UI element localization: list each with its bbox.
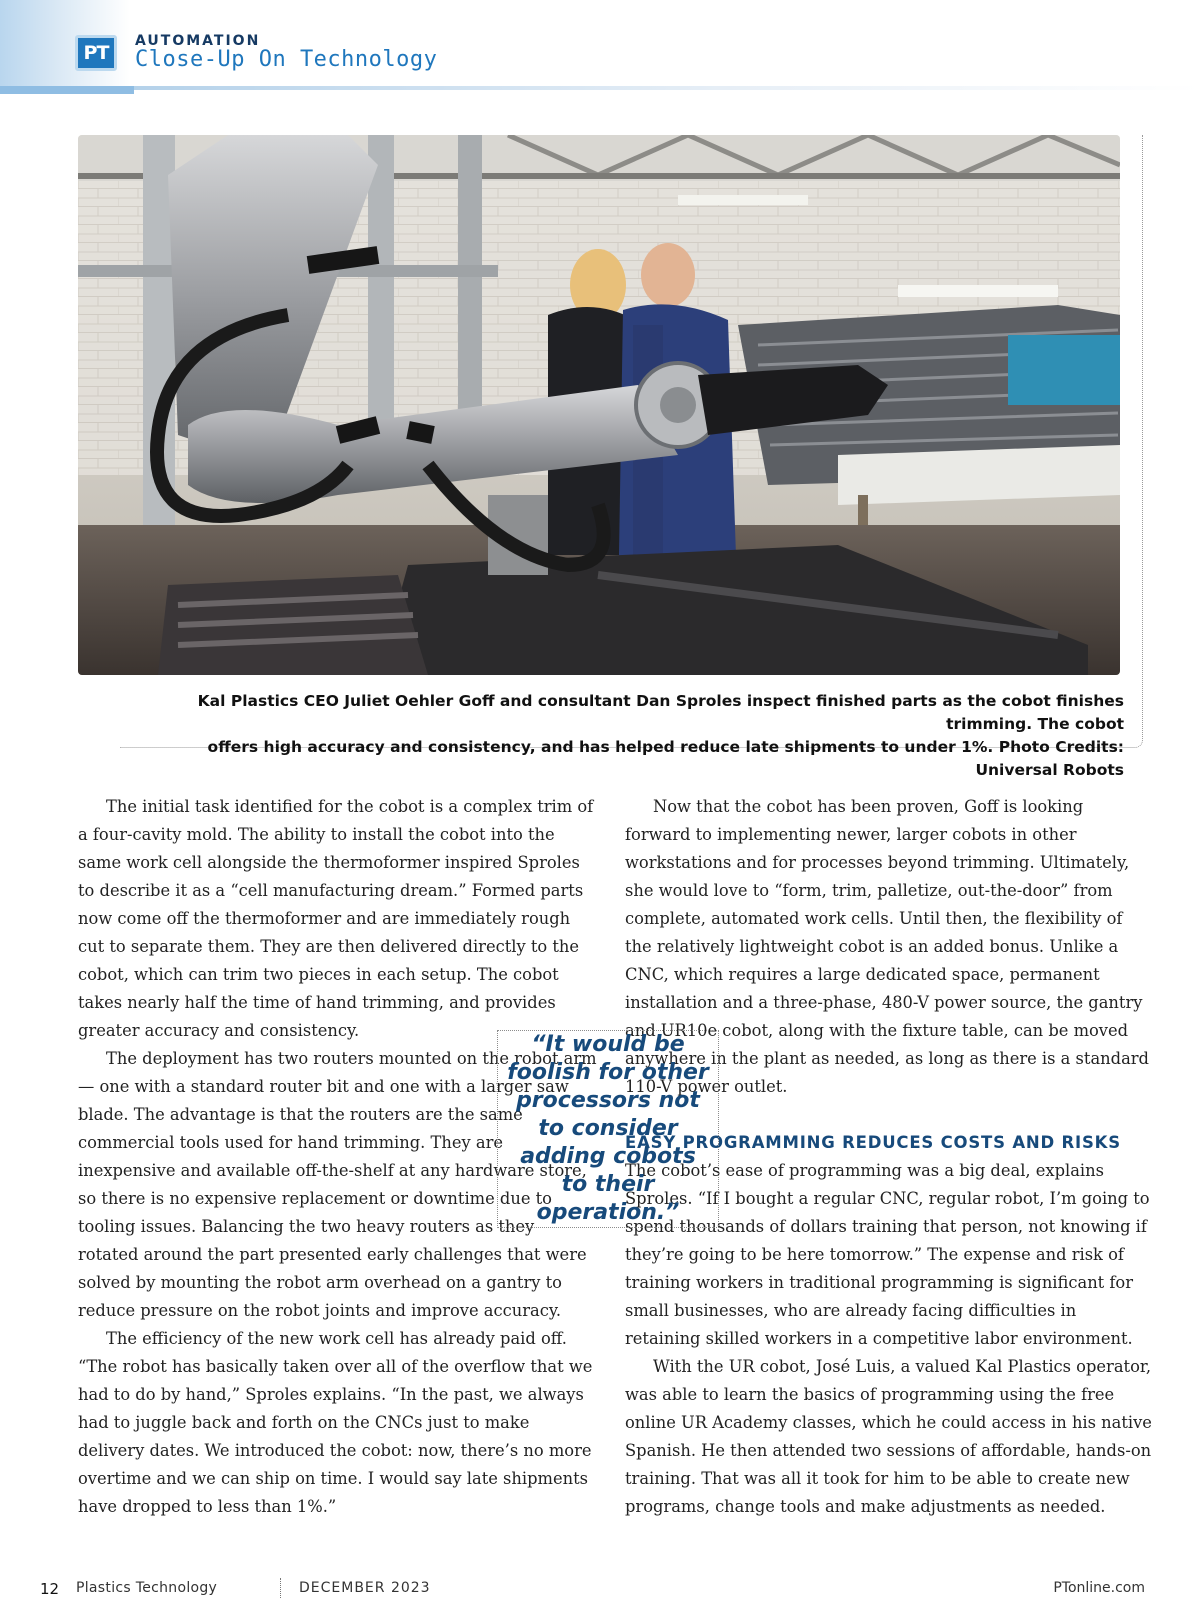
photo-caption: [120, 690, 1124, 782]
paragraph: The cobot’s ease of programming was a big deal, explains Sproles. “If I bought a regular CNC, regular robot, I’m going to spend thousands of dollars training that person, not knowing if they’re going to be here tomorrow.” The expense and risk of training workers in traditional programming is significant for small businesses, who are already facing difficulties in retaining skilled workers in a competitive labor environment.: [625, 1161, 1150, 1348]
subhead: EASY PROGRAMMING REDUCES COSTS AND RISKS: [625, 1133, 1121, 1152]
issue-date: DECEMBER 2023: [299, 1580, 431, 1596]
website-link[interactable]: PTonline.com: [1053, 1580, 1145, 1596]
page-number: 12: [40, 1580, 60, 1598]
page-footer: [40, 1580, 1145, 1602]
paragraph: Now that the cobot has been proven, Goff is looking forward to implementing newer, larger cobots in other workstations and for processes beyond trimming. Ultimately, she would love to “form, trim, palletize, out-the-door” from complete, automated work cells. Until then, the flexibility of the relatively lightweight cobot is an added bonus. Unlike a CNC, which requires a large dedicated space, permanent installation and a three-phase, 480-V power source, the gantry and UR10e cobot, along with the fixture table, can be moved anywhere in the plant as needed, as long as there is a standard 110-V power outlet.: [625, 797, 1149, 1096]
article-photo: [78, 135, 1120, 675]
factory-scene-image: [78, 135, 1120, 675]
pull-quote: “It would be foolish for other processors not to consider adding cobots to their operation.”: [497, 1030, 719, 1228]
pt-logo-text: PT: [83, 42, 109, 64]
pt-logo: [75, 35, 117, 71]
section-kicker: AUTOMATION: [135, 33, 261, 49]
paragraph: The deployment has two routers mounted on the robot arm — one with a standard router bit and one with a larger saw blade. The advantage is that the routers are the same commercial tools used for hand trimming. They are inexpensive and available off-the-shelf at any hardware store, so there is no expensive replacement or downtime due to tooling issues. Balancing the two heavy routers as they rotated around the part presented early challenges that were solved by mounting the robot arm overhead on a gantry to reduce pressure on the robot joints and improve accuracy.: [78, 1049, 597, 1320]
caption-line: Kal Plastics CEO Juliet Oehler Goff and consultant Dan Sproles inspect finished parts as the cobot finishes trimming. The cobot: [197, 692, 1124, 733]
header-tab: [0, 86, 134, 94]
paragraph: With the UR cobot, José Luis, a valued Kal Plastics operator, was able to learn the basics of programming using the free online UR Academy classes, which he could access in his native Spanish. He then attended two sessions of affordable, hands-on training. That was all it took for him to be able to create new programs, change tools and make adjustments as needed.: [625, 1357, 1152, 1516]
section-title: Close-Up On Technology: [135, 47, 438, 72]
magazine-name: Plastics Technology: [76, 1580, 218, 1596]
header-rule: [0, 86, 1200, 90]
paragraph: The initial task identified for the cobot is a complex trim of a four-cavity mold. The ability to install the cobot into the same work cell alongside the thermoformer inspired Sproles to describe it as a “cell manufacturing dream.” Formed parts now come off the thermoformer and are immediately rough cut to separate them. They are then delivered directly to the cobot, which can trim two pieces in each setup. The cobot takes nearly half the time of hand trimming, and provides greater accuracy and consistency.: [78, 797, 594, 1040]
paragraph: The efficiency of the new work cell has already paid off. “The robot has basically taken over all of the overflow that we had to do by hand,” Sproles explains. “In the past, we always had to juggle back and forth on the CNCs just to make delivery dates. We introduced the cobot: now, there’s no more overtime and we can ship on time. I would say late shipments have dropped to less than 1%.”: [78, 1329, 593, 1516]
caption-line: offers high accuracy and consistency, and has helped reduce late shipments to under 1%. Photo Credits: Universal Robots: [207, 738, 1124, 779]
footer-divider: [280, 1578, 281, 1598]
